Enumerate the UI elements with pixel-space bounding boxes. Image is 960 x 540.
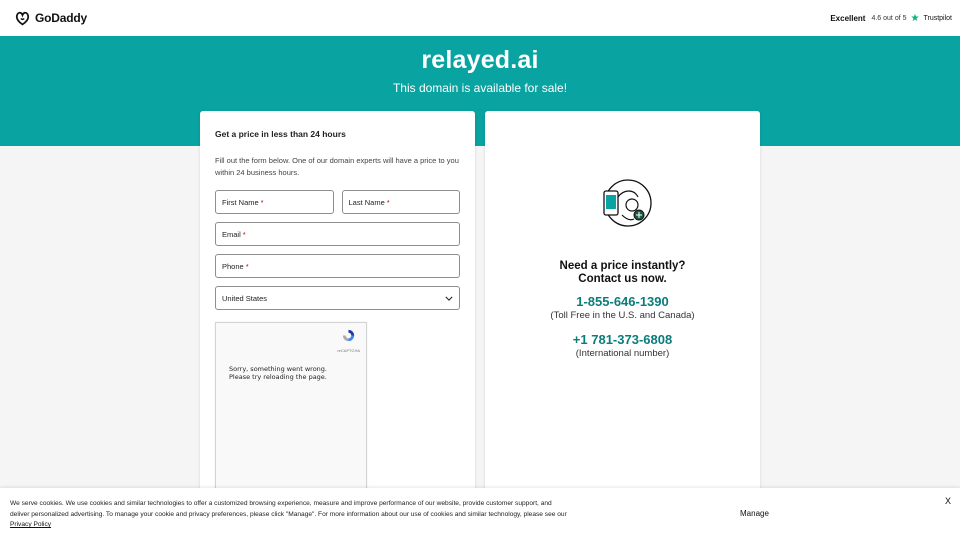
- recaptcha-error-line1: Sorry, something went wrong.: [229, 365, 327, 373]
- recaptcha-error-line2: Please try reloading the page.: [229, 373, 327, 381]
- privacy-policy-link[interactable]: Privacy Policy: [10, 521, 52, 528]
- godaddy-logo-icon: [14, 10, 31, 27]
- form-description: Fill out the form below. One of our domain experts will have a price to you within 24 business hours.: [215, 156, 459, 177]
- phone-support-illustration: [594, 179, 652, 229]
- trustpilot-star-icon: ★: [910, 12, 920, 24]
- toll-free-phone-link[interactable]: 1-855-646-1390: [576, 294, 669, 309]
- brand-name: GoDaddy: [35, 11, 87, 25]
- country-value: United States: [222, 293, 268, 303]
- last-name-input[interactable]: [342, 190, 461, 214]
- hero-subtitle: This domain is available for sale!: [392, 81, 568, 95]
- contact-heading-line2: Contact us now.: [578, 273, 667, 285]
- email-input[interactable]: [215, 222, 460, 246]
- form-title: Get a price in less than 24 hours: [215, 129, 346, 139]
- first-name-label: First Name: [222, 197, 259, 207]
- required-mark: *: [245, 261, 249, 271]
- trustpilot-brand: Trustpilot: [923, 14, 952, 22]
- email-label: Email: [222, 229, 241, 239]
- first-name-input[interactable]: [215, 190, 334, 214]
- domain-title: relayed.ai: [421, 46, 539, 74]
- contact-card: [485, 111, 760, 501]
- phone-input[interactable]: [215, 254, 460, 278]
- close-icon[interactable]: X: [945, 496, 952, 506]
- trustpilot-rating-word: Excellent: [830, 13, 866, 23]
- top-bar: [0, 0, 960, 36]
- last-name-label: Last Name: [348, 197, 385, 207]
- trustpilot-widget[interactable]: [830, 13, 952, 24]
- cookie-text: We serve cookies. We use cookies and similar technologies to offer a customized browsing experience, measure and improve performance of our website, provide customer support, and deliver personalized advertising. To manage your cookie and privacy preferences, please click "Manage". For more information about our use of cookies and similar technology, please see our: [10, 500, 567, 518]
- trustpilot-score: 4.6 out of 5: [871, 14, 907, 22]
- chevron-down-icon: [445, 296, 453, 301]
- recaptcha-logo-text: reCAPTCHA: [337, 348, 360, 353]
- country-select[interactable]: [215, 286, 460, 310]
- international-note: (International number): [575, 348, 670, 359]
- contact-heading: [485, 260, 760, 286]
- price-request-form: [200, 111, 475, 501]
- cookie-banner: [0, 488, 960, 540]
- hero-banner: [0, 36, 960, 146]
- required-mark: *: [242, 229, 246, 239]
- recaptcha-widget[interactable]: [215, 322, 367, 497]
- phone-label: Phone: [222, 261, 244, 271]
- required-mark: *: [386, 197, 390, 207]
- cookie-message: [10, 499, 570, 531]
- international-phone-link[interactable]: +1 781-373-6808: [572, 332, 673, 347]
- manage-cookies-button[interactable]: Manage: [740, 509, 769, 518]
- recaptcha-error-message: [229, 365, 327, 381]
- required-mark: *: [260, 197, 264, 207]
- contact-heading-line1: Need a price instantly?: [559, 260, 686, 272]
- toll-free-note: (Toll Free in the U.S. and Canada): [550, 310, 695, 321]
- recaptcha-icon: [341, 328, 356, 343]
- godaddy-logo[interactable]: [14, 10, 87, 27]
- recaptcha-logo: [337, 328, 360, 353]
